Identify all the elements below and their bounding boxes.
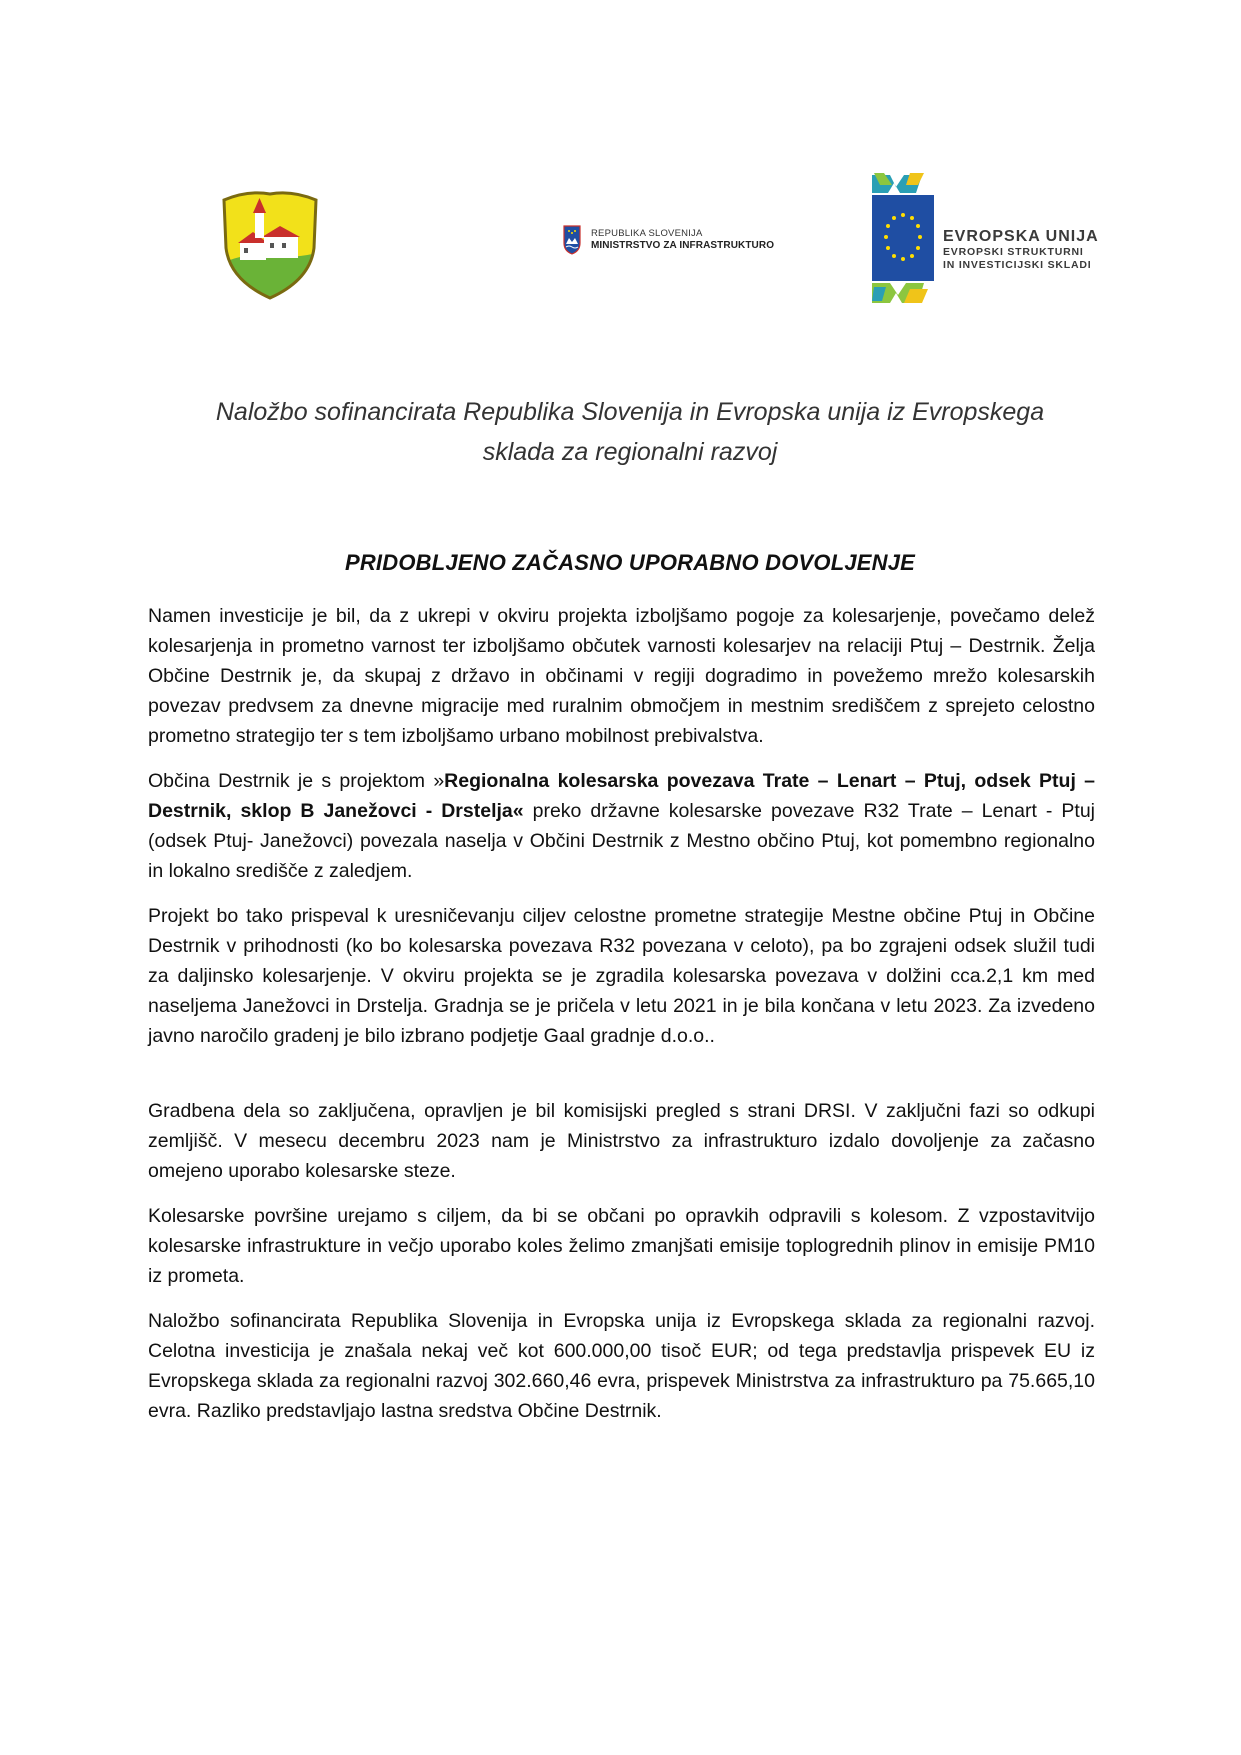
paragraph-financing: Naložbo sofinancirata Republika Slovenija in Evropska unija iz Evropskega sklada za regionalni razvoj. Celotna investicija je znašala nekaj več kot 600.000,00 tisoč EUR; od tega predstavlja prispevek EU iz Evropskega sklada za regionalni razvoj 302.660,46 evra, prispevek Ministrstva za infrastrukturo pa 75.665,10 evra. Razliko predstavljajo lastna sredstva Občine Destrnik. bbox=[148, 1310, 1095, 1422]
eu-logo-line1: EVROPSKA UNIJA bbox=[943, 228, 1099, 245]
eu-flag-icon bbox=[870, 171, 936, 306]
municipality-coat-of-arms-logo bbox=[220, 186, 320, 300]
document-title: PRIDOBLJENO ZAČASNO UPORABNO DOVOLJENJE bbox=[344, 550, 916, 575]
paragraph-purpose: Namen investicije je bil, da z ukrepi v okviru projekta izboljšamo pogoje za kolesarjenje, povečamo delež kolesarjenja in prometno varnost ter izboljšamo občutek varnosti kolesarjev na relaciji Ptuj – Destrnik. Želja Občine Destrnik je, da skupaj z državo in občinami v regiji dogradimo in povežemo mrežo kolesarskih povezav predvsem za dnevne migracije med ruralnim območjem in mestnim središčem z sprejeto celostno prometno strategijo ter s tem izboljšamo urbano mobilnost prebivalstva. bbox=[148, 605, 1095, 747]
paragraph-project bbox=[148, 766, 1095, 886]
paragraph-status: Gradbena dela so zaključena, opravljen je bil komisijski pregled s strani DRSI. V zaključni fazi so odkupi zemljišč. V mesecu decembru 2023 nam je Ministrstvo za infrastrukturo izdalo dovoljenje za začasno omejeno uporabo kolesarske steze. bbox=[148, 1100, 1095, 1182]
cofinancing-line-2: sklada za regionalni razvoj bbox=[482, 438, 778, 466]
slovenia-coat-icon bbox=[563, 225, 581, 255]
paragraph-project-rest: preko državne kolesarske povezave R32 Trate – Lenart - Ptuj (odsek Ptuj- Janežovci) povezala naselja v Občini Destrnik z Mestno občino Ptuj, kot pomembno regionalno in lokalno središče z zaledjem. bbox=[148, 800, 1095, 882]
ministry-logo-line2: MINISTRSTVO ZA INFRASTRUKTURO bbox=[591, 239, 775, 251]
eu-logo-line2: EVROPSKI STRUKTURNI bbox=[943, 246, 1084, 259]
paragraph-project-intro: Občina Destrnik je s projektom » bbox=[148, 770, 445, 792]
cofinancing-statement bbox=[130, 392, 1130, 472]
document-body bbox=[148, 601, 1095, 1441]
eu-funds-logo bbox=[870, 171, 1110, 306]
paragraph-emissions: Kolesarske površine urejamo s ciljem, da bi se občani po opravkih odpravili s kolesom. Z vzpostavitvijo kolesarske infrastrukture in večjo uporabo koles želimo zmanjšati emisije toplogrednih plinov in emisije PM10 iz prometa. bbox=[148, 1205, 1095, 1287]
paragraph-goals: Projekt bo tako prispeval k uresničevanju ciljev celostne prometne strategije Mestne občine Ptuj in Občine Destrnik v prihodnosti (ko bo kolesarska povezava R32 povezana v celoto), pa bo zgrajeni odsek služil tudi za daljinsko kolesarjenje. V okviru projekta se je zgradila kolesarska povezava v dolžini cca.2,1 km med naseljema Janežovci in Drstelja. Gradnja se je pričela v letu 2021 in je bila končana v letu 2023. Za izvedeno javno naročilo gradenj je bilo izbrano podjetje Gaal gradnje d.o.o.. bbox=[148, 905, 1095, 1047]
coat-of-arms-icon bbox=[220, 186, 320, 300]
project-name: Regionalna kolesarska povezava Trate – Lenart – Ptuj, odsek Ptuj – Destrnik, sklop B Janežovci - Drstelja« bbox=[148, 770, 1096, 822]
ministry-logo-line1: REPUBLIKA SLOVENIJA bbox=[591, 227, 703, 239]
ministry-logo bbox=[563, 220, 803, 260]
cofinancing-line-1: Naložbo sofinancirata Republika Slovenija in Evropska unija iz Evropskega bbox=[215, 398, 1045, 426]
eu-logo-line3: IN INVESTICIJSKI SKLADI bbox=[943, 258, 1092, 271]
